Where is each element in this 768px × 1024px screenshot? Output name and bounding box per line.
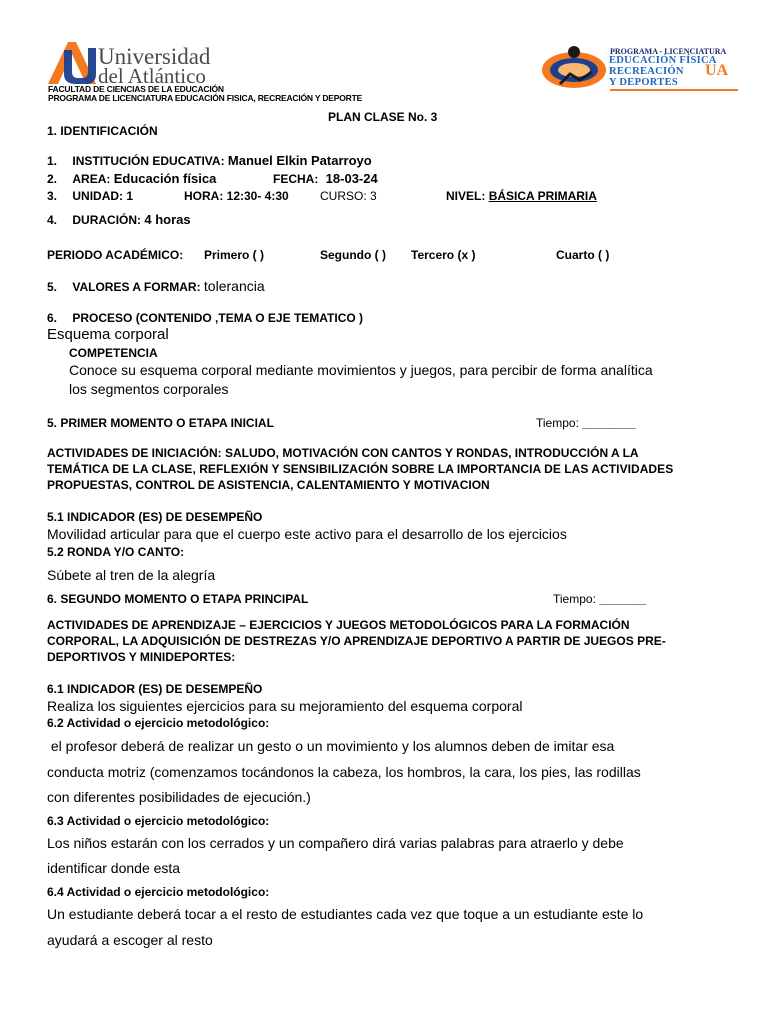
duracion-row	[47, 212, 191, 227]
program-logo-line2: EDUCACIÓN FÍSICA	[609, 55, 717, 66]
momento1-actividades-line2: TEMÁTICA DE LA CLASE, REFLEXIÓN Y SENSIBILIZACIÓN SOBRE LA IMPORTANCIA DE LAS ACTIVIDADES	[47, 462, 674, 476]
act64-line1: Un estudiante deberá tocar a el resto de estudiantes cada vez que toque a un estudiante este lo	[47, 906, 644, 922]
institucion-value: Manuel Elkin Patarroyo	[227, 153, 372, 168]
fecha-field	[273, 171, 378, 186]
momento2-indicador-label: 6.1 INDICADOR (ES) DE DESEMPEÑO	[47, 682, 263, 696]
momento2-indicador-text: Realiza los siguientes ejercicios para su mejoramiento del esquema corporal	[47, 698, 523, 714]
proceso-label: PROCESO (CONTENIDO ,TEMA O EJE TEMATICO )	[72, 311, 364, 325]
duracion-number: 4.	[47, 213, 58, 227]
competencia-line2: los segmentos corporales	[69, 381, 229, 397]
periodo-primero: Primero ( )	[204, 248, 265, 262]
valores-label: VALORES A FORMAR:	[72, 280, 201, 294]
unidad-number: 3.	[47, 189, 58, 203]
periodo-tercero: Tercero (x )	[411, 248, 476, 262]
momento1-title: 5. PRIMER MOMENTO O ETAPA INICIAL	[47, 416, 274, 430]
nivel-value: BÁSICA PRIMARIA	[488, 189, 597, 203]
institucion-number: 1.	[47, 154, 58, 168]
section-identificacion: 1. IDENTIFICACIÓN	[47, 124, 158, 138]
act64-label: 6.4 Actividad o ejercicio metodológico:	[47, 885, 270, 899]
proceso-tema: Esquema corporal	[47, 326, 169, 343]
program-logo-line4: Y DEPORTES	[609, 77, 679, 88]
area-value: Educación física	[113, 171, 217, 186]
proceso-number: 6.	[47, 311, 58, 325]
valores-number: 5.	[47, 280, 58, 294]
act63-line1: Los niños estarán con los cerrados y un compañero dirá varias palabras para atraerlo y debe	[47, 835, 624, 851]
area-label: AREA:	[72, 172, 111, 186]
duracion-label: DURACIÓN:	[72, 213, 142, 227]
momento1-ronda-text: Súbete al tren de la alegría	[47, 567, 216, 583]
momento1-indicador-text: Movilidad articular para que el cuerpo este activo para el desarrollo de los ejercicios	[47, 526, 567, 542]
area-row	[47, 171, 216, 186]
act63-label: 6.3 Actividad o ejercicio metodológico:	[47, 814, 270, 828]
program-logo-underline	[610, 89, 738, 91]
competencia-line1: Conoce su esquema corporal mediante movimientos y juegos, para percibir de forma analítica	[69, 362, 653, 378]
hora-value: HORA: 12:30- 4:30	[184, 189, 289, 203]
program-logo-line1: PROGRAMA - LICENCIATURA	[610, 47, 727, 56]
periodo-label: PERIODO ACADÉMICO:	[47, 248, 184, 262]
competencia-label: COMPETENCIA	[69, 346, 158, 360]
momento1-tiempo	[536, 416, 636, 430]
momento1-ronda-label: 5.2 RONDA Y/O CANTO:	[47, 545, 185, 559]
momento2-actividades-line1: ACTIVIDADES DE APRENDIZAJE – EJERCICIOS Y JUEGOS METODOLÓGICOS PARA LA FORMACIÓN	[47, 618, 630, 632]
momento2-actividades-line2: CORPORAL, LA ADQUISICIÓN DE DESTREZAS Y/O APRENDIZAJE DEPORTIVO A PARTIR DE JUEGOS PRE-	[47, 634, 666, 648]
proceso-row	[47, 311, 363, 325]
institucion-label: INSTITUCIÓN EDUCATIVA:	[72, 154, 225, 168]
momento1-indicador-label: 5.1 INDICADOR (ES) DE DESEMPEÑO	[47, 510, 263, 524]
act62-line3: con diferentes posibilidades de ejecución.)	[47, 789, 311, 805]
institucion-row	[47, 153, 372, 168]
momento1-tiempo-blank: ________	[582, 416, 636, 430]
program-emblem-icon	[540, 44, 610, 90]
periodo-cuarto: Cuarto ( )	[556, 248, 610, 262]
act62-label: 6.2 Actividad o ejercicio metodológico:	[47, 716, 270, 730]
act62-line1: el profesor deberá de realizar un gesto o un movimiento y los alumnos deben de imitar esa	[47, 738, 615, 754]
ua-name-line2: del Atlántico	[98, 64, 206, 88]
momento1-actividades-line1: ACTIVIDADES DE INICIACIÓN: SALUDO, MOTIVACIÓN CON CANTOS Y RONDAS, INTRODUCCIÓN A LA	[47, 446, 639, 460]
area-number: 2.	[47, 172, 58, 186]
faculty-name: FACULTAD DE CIENCIAS DE LA EDUCACIÓN	[48, 84, 224, 94]
act63-line2: identificar donde esta	[47, 860, 181, 876]
momento2-actividades-line3: DEPORTIVOS Y MINIDEPORTES:	[47, 650, 236, 664]
curso-value: CURSO: 3	[320, 189, 377, 203]
fecha-label: FECHA:	[273, 172, 319, 186]
momento1-actividades-line3: PROPUESTAS, CONTROL DE ASISTENCIA, CALENTAMIENTO Y MOTIVACION	[47, 478, 490, 492]
act64-line2: ayudará a escoger al resto	[47, 932, 213, 948]
unidad-row	[47, 189, 133, 203]
ua-name-line1: Universidad	[98, 44, 211, 69]
valores-value: tolerancia	[203, 278, 265, 294]
nivel-field	[446, 189, 597, 203]
momento2-tiempo-label: Tiempo:	[553, 592, 596, 606]
fecha-value: 18-03-24	[325, 171, 378, 186]
valores-row	[47, 278, 265, 294]
momento1-tiempo-label: Tiempo:	[536, 416, 579, 430]
program-logo-mark: UA	[705, 62, 729, 79]
act62-line2: conducta motriz (comenzamos tocándonos la cabeza, los hombros, la cara, los pies, las rodillas	[47, 764, 641, 780]
periodo-segundo: Segundo ( )	[320, 248, 386, 262]
ua-emblem-icon	[46, 40, 100, 86]
momento2-tiempo	[553, 592, 646, 606]
program-name: PROGRAMA DE LICENCIATURA EDUCACIÓN FISICA, RECREACIÓN Y DEPORTE	[48, 93, 363, 103]
duracion-value: 4 horas	[144, 212, 191, 227]
page-title: PLAN CLASE No. 3	[328, 110, 438, 124]
unidad-value: UNIDAD: 1	[72, 189, 134, 203]
momento2-title: 6. SEGUNDO MOMENTO O ETAPA PRINCIPAL	[47, 592, 309, 606]
momento2-tiempo-blank: _______	[599, 592, 646, 606]
nivel-label: NIVEL:	[446, 189, 486, 203]
program-logo-line3: RECREACIÓN	[609, 66, 684, 77]
